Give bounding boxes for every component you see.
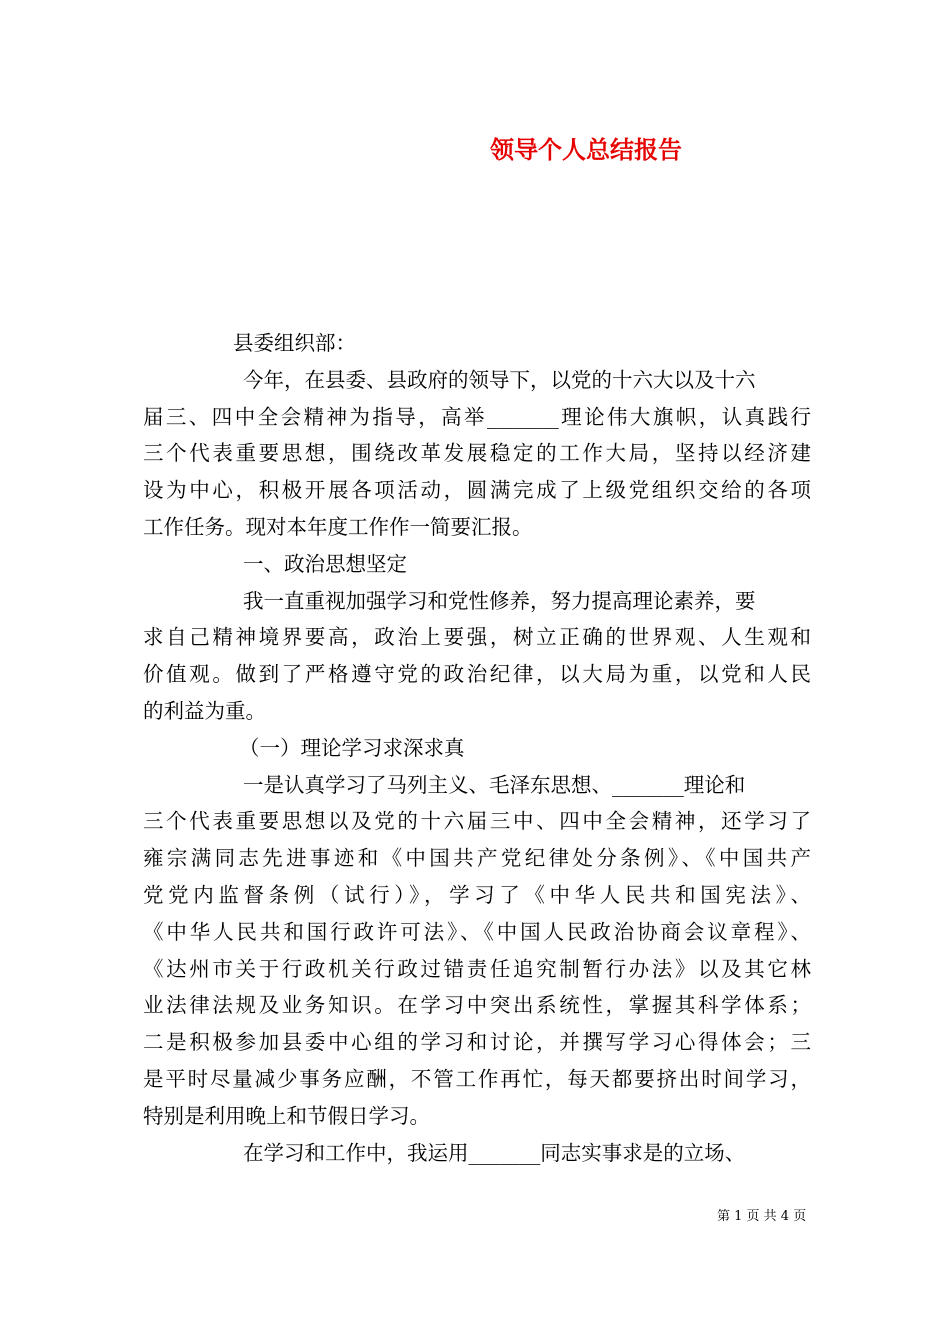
paragraph-line: 设为中心，积极开展各项活动，圆满完成了上级党组织交给的各项: [143, 478, 811, 503]
paragraph-line: 届三、四中全会精神为指导，高举_______理论伟大旗帜，认真践行: [143, 404, 811, 429]
paragraph-line: 我一直重视加强学习和党性修养，努力提高理论素养，要: [243, 588, 756, 613]
section-heading: 一、政治思想坚定: [243, 551, 407, 576]
paragraph-line: 工作任务。现对本年度工作作一简要汇报。: [143, 514, 533, 539]
paragraph-line: 雍宗满同志先进事迹和《中国共产党纪律处分条例》、《中国共产: [143, 846, 811, 871]
paragraph-line: 的利益为重。: [143, 698, 266, 723]
salutation: 县委组织部：: [233, 331, 356, 355]
paragraph-line: 党党内监督条例（试行）》，学习了《中华人民共和国宪法》、: [143, 882, 811, 907]
paragraph-line: 在学习和工作中，我运用_______同志实事求是的立场、: [243, 1140, 746, 1165]
paragraph-line: 三个代表重要思想以及党的十六届三中、四中全会精神，还学习了: [143, 809, 811, 834]
paragraph-line: 《达州市关于行政机关行政过错责任追究制暂行办法》以及其它林: [143, 956, 811, 981]
paragraph-line: 求自己精神境界要高，政治上要强，树立正确的世界观、人生观和: [143, 625, 811, 650]
paragraph-line: 是平时尽量减少事务应酬，不管工作再忙，每天都要挤出时间学习，: [143, 1066, 811, 1091]
subsection-heading: （一）理论学习求深求真: [239, 735, 465, 760]
document-title: 领导个人总结报告: [490, 135, 682, 164]
paragraph-line: 《中华人民共和国行政许可法》、《中国人民政治协商会议章程》、: [143, 919, 811, 944]
paragraph-line: 特别是利用晚上和节假日学习。: [143, 1103, 430, 1128]
page-footer: 第 1 页 共 4 页: [717, 1209, 807, 1224]
paragraph-line: 价值观。做到了严格遵守党的政治纪律，以大局为重，以党和人民: [143, 662, 811, 687]
paragraph-line: 今年，在县委、县政府的领导下，以党的十六大以及十六: [243, 367, 756, 392]
paragraph-line: 三个代表重要思想，围绕改革发展稳定的工作大局，坚持以经济建: [143, 441, 811, 466]
paragraph-line: 二是积极参加县委中心组的学习和讨论，并撰写学习心得体会；三: [143, 1030, 811, 1055]
paragraph-line: 业法律法规及业务知识。在学习中突出系统性，掌握其科学体系；: [143, 993, 811, 1018]
document-body: [143, 325, 811, 1171]
paragraph-line: 一是认真学习了马列主义、毛泽东思想、_______理论和: [243, 772, 746, 797]
